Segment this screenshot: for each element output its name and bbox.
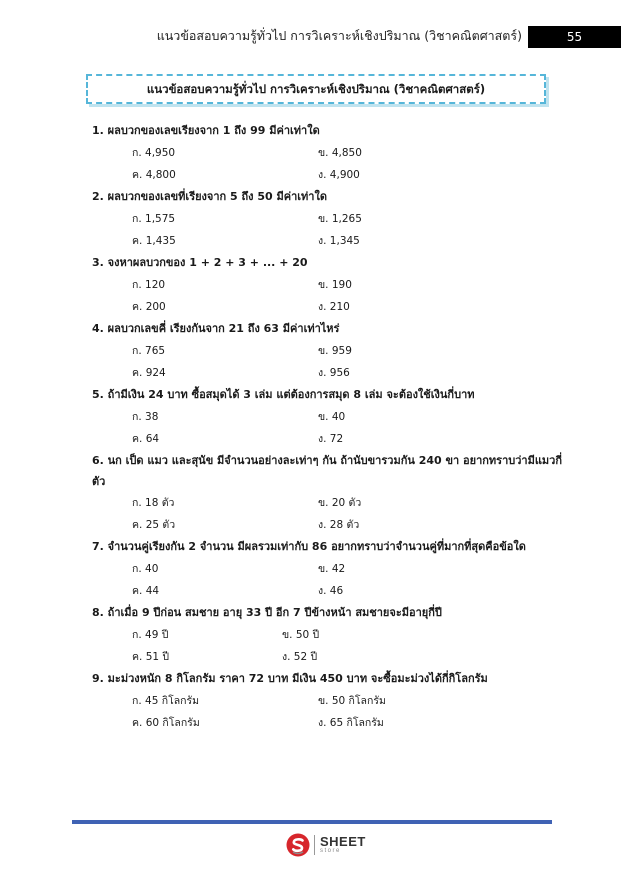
option-b: ข. 42: [318, 563, 346, 575]
logo-text: SHEET: [320, 834, 366, 849]
option-row: [92, 492, 562, 514]
question-text: 7. จำนวนคู่เรียงกัน 2 จำนวน มีผลรวมเท่ากับ 86 อยากทราบว่าจำนวนคู่ที่มากที่สุดคือข้อใด: [92, 540, 526, 553]
option-a: ก. 45 กิโลกรัม: [132, 695, 200, 707]
section-banner: [86, 74, 546, 104]
option-d: ง. 1,345: [318, 235, 360, 247]
option-b: ข. 190: [318, 279, 352, 291]
option-row: [92, 712, 562, 734]
option-row: [92, 274, 562, 296]
question-5: [92, 384, 562, 450]
option-row: [92, 142, 562, 164]
option-row: [92, 406, 562, 428]
question-text: 3. จงหาผลบวกของ 1 + 2 + 3 + ... + 20: [92, 256, 308, 269]
question-1: [92, 120, 562, 186]
option-b: ข. 50 กิโลกรัม: [318, 695, 386, 707]
option-d: ง. 4,900: [318, 169, 360, 181]
question-3: [92, 252, 562, 318]
logo-s-icon: [286, 833, 310, 857]
option-c: ค. 1,435: [132, 235, 176, 247]
option-d: ง. 210: [318, 301, 350, 313]
footer-divider: [72, 820, 552, 824]
option-a: ก. 40: [132, 563, 159, 575]
option-a: ก. 49 ปี: [132, 629, 169, 641]
question-9: [92, 668, 562, 734]
running-header-title: แนวข้อสอบความรู้ทั่วไป การวิเคราะห์เชิงปริมาณ (วิชาคณิตศาสตร์): [156, 28, 522, 43]
option-row: [92, 514, 562, 536]
option-d: ง. 46: [318, 585, 344, 597]
option-b: ข. 50 ปี: [282, 629, 320, 641]
option-row: [92, 624, 562, 646]
sheet-store-logo: [286, 832, 366, 858]
question-2: [92, 186, 562, 252]
option-d: ง. 28 ตัว: [318, 519, 360, 531]
option-c: ค. 4,800: [132, 169, 176, 181]
section-banner-title: แนวข้อสอบความรู้ทั่วไป การวิเคราะห์เชิงปริมาณ (วิชาคณิตศาสตร์): [146, 82, 486, 96]
option-a: ก. 765: [132, 345, 166, 357]
option-d: ง. 52 ปี: [282, 651, 318, 663]
option-row: [92, 164, 562, 186]
option-row: [92, 208, 562, 230]
option-row: [92, 296, 562, 318]
question-4: [92, 318, 562, 384]
question-text: 1. ผลบวกของเลขเรียงจาก 1 ถึง 99 มีค่าเท่าใด: [92, 124, 320, 137]
question-7: [92, 536, 562, 602]
option-a: ก. 18 ตัว: [132, 497, 175, 509]
question-text: 5. ถ้ามีเงิน 24 บาท ซื้อสมุดได้ 3 เล่ม แต่ต้องการสมุด 8 เล่ม จะต้องใช้เงินกี่บาท: [92, 388, 475, 401]
option-d: ง. 72: [318, 433, 344, 445]
option-a: ก. 38: [132, 411, 159, 423]
option-row: [92, 580, 562, 602]
option-b: ข. 20 ตัว: [318, 497, 362, 509]
option-c: ค. 200: [132, 301, 166, 313]
option-row: [92, 428, 562, 450]
option-c: ค. 64: [132, 433, 160, 445]
question-text: 8. ถ้าเมื่อ 9 ปีก่อน สมชาย อายุ 33 ปี อีก 7 ปีข้างหน้า สมชายจะมีอายุกี่ปี: [92, 606, 442, 619]
page-number: 55: [528, 26, 621, 48]
option-c: ค. 924: [132, 367, 166, 379]
question-text: 2. ผลบวกของเลขที่เรียงจาก 5 ถึง 50 มีค่าเท่าใด: [92, 190, 328, 203]
option-row: [92, 230, 562, 252]
option-c: ค. 51 ปี: [132, 651, 170, 663]
question-text: 4. ผลบวกเลขคี่ เรียงกันจาก 21 ถึง 63 มีค่าเท่าไหร่: [92, 322, 340, 335]
logo-wordmark: [320, 835, 366, 855]
logo-subtext: store: [320, 848, 341, 854]
question-text: 6. นก เป็ด แมว และสุนัข มีจำนวนอย่างละเท่าๆ กัน ถ้านับขารวมกัน 240 ขา อยากทราบว่ามีแมวกี่ตัว: [92, 454, 563, 488]
option-d: ง. 956: [318, 367, 350, 379]
question-6: [92, 450, 562, 536]
option-row: [92, 362, 562, 384]
question-text: 9. มะม่วงหนัก 8 กิโลกรัม ราคา 72 บาท มีเงิน 450 บาท จะซื้อมะม่วงได้กี่กิโลกรัม: [92, 672, 488, 685]
option-row: [92, 690, 562, 712]
option-b: ข. 4,850: [318, 147, 362, 159]
option-b: ข. 40: [318, 411, 346, 423]
option-c: ค. 60 กิโลกรัม: [132, 717, 200, 729]
option-b: ข. 959: [318, 345, 352, 357]
option-row: [92, 340, 562, 362]
option-row: [92, 646, 562, 668]
question-list: [92, 120, 562, 734]
logo-divider: [314, 835, 315, 855]
question-8: [92, 602, 562, 668]
option-d: ง. 65 กิโลกรัม: [318, 717, 384, 729]
option-a: ก. 1,575: [132, 213, 176, 225]
option-c: ค. 25 ตัว: [132, 519, 176, 531]
option-row: [92, 558, 562, 580]
option-a: ก. 4,950: [132, 147, 176, 159]
option-c: ค. 44: [132, 585, 160, 597]
option-a: ก. 120: [132, 279, 166, 291]
option-b: ข. 1,265: [318, 213, 362, 225]
